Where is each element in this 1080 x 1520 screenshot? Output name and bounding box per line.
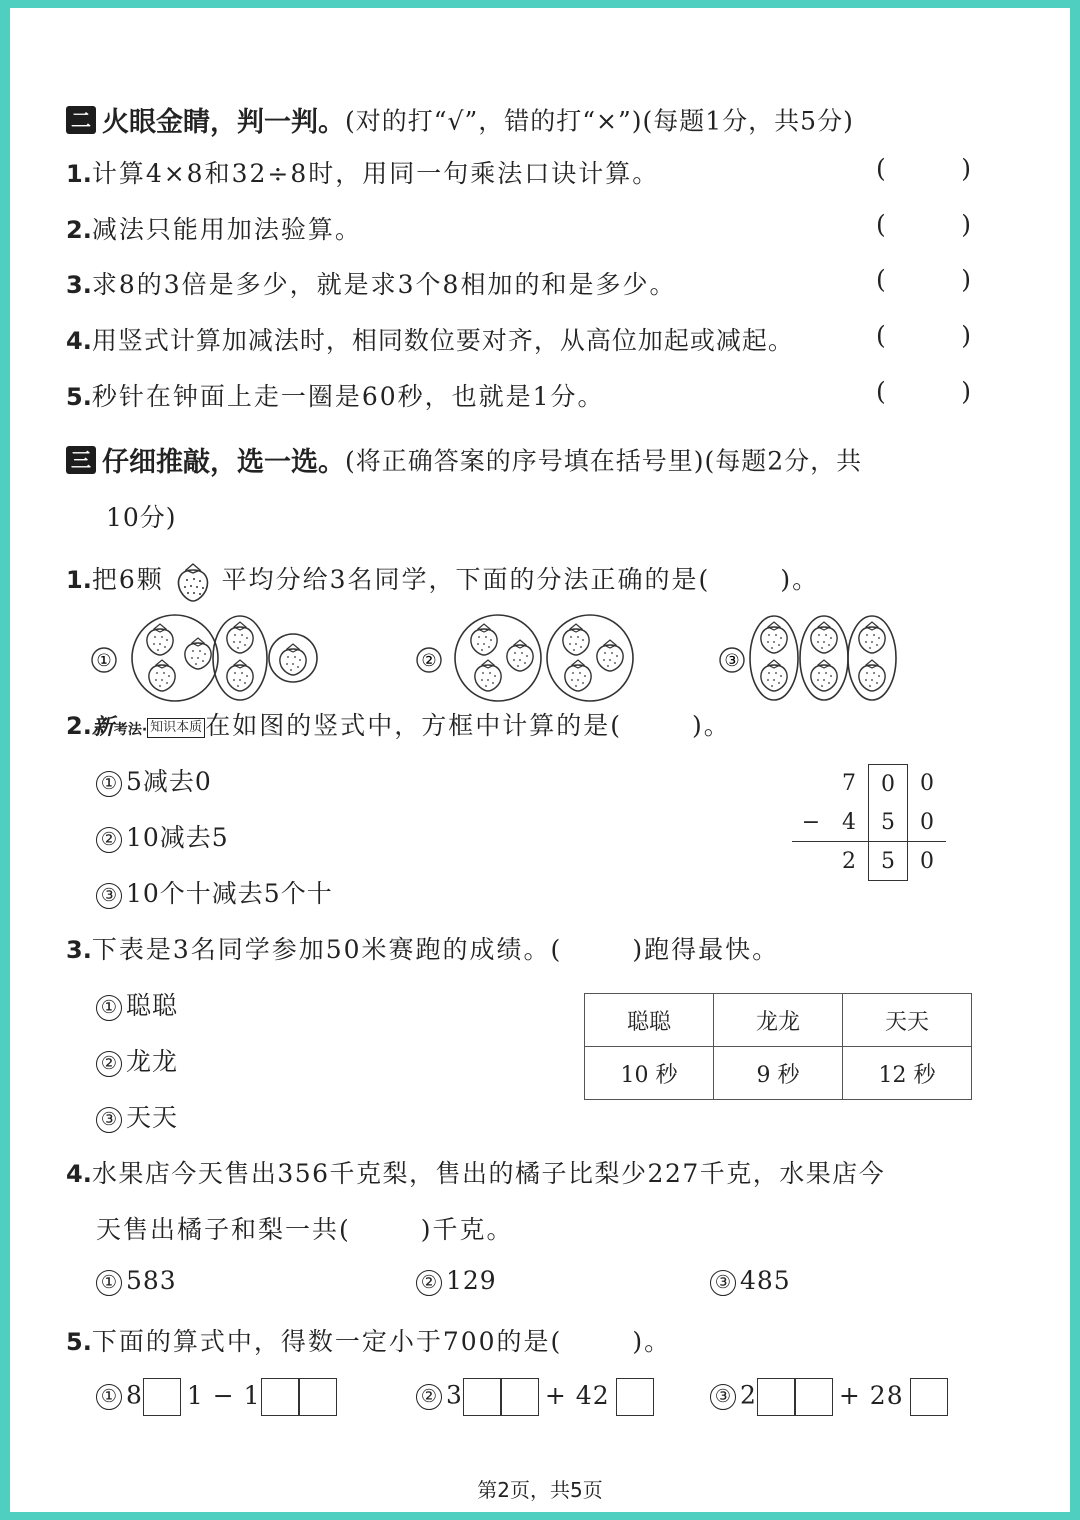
table-cell: 12 秒: [843, 1047, 972, 1100]
answer-paren-4[interactable]: ( ): [876, 321, 971, 350]
q2-option-3: ③ 10个十减去5个十: [96, 874, 333, 910]
q3-option-1: ① 聪聪: [96, 986, 178, 1022]
answer-paren-2[interactable]: ( ): [876, 210, 971, 239]
q3-option-2: ② 龙龙: [96, 1042, 178, 1078]
q5-option-1: ① 8 1 − 1: [96, 1378, 337, 1416]
section-2-badge: 二: [66, 106, 96, 134]
vertical-subtraction: 7 0 0 − 4 5 0 2 5 0: [792, 764, 946, 881]
option-3-figure: [720, 616, 896, 700]
section-3-badge: 三: [66, 446, 96, 474]
answer-paren-1[interactable]: ( ): [876, 154, 971, 183]
table-header: 龙龙: [714, 994, 843, 1047]
highlight-box-digit: 0: [869, 765, 908, 804]
knowledge-tag: 知识本质: [147, 718, 205, 738]
section-3-header: [66, 440, 862, 479]
section-3-desc-cont: 10分): [106, 503, 177, 532]
digit-box[interactable]: [299, 1378, 337, 1416]
table-cell: 9 秒: [714, 1047, 843, 1100]
option-1-figure: [92, 615, 317, 701]
table-header: 聪聪: [585, 994, 714, 1047]
choice-q4: 4.水果店今天售出356千克梨，售出的橘子比梨少227千克，水果店今: [66, 1159, 886, 1188]
option-2-label: ②: [421, 651, 437, 671]
section-2-header: [66, 100, 854, 139]
choice-q3: 3.下表是3名同学参加50米赛跑的成绩。( )跑得最快。: [66, 935, 780, 964]
answer-paren-3[interactable]: ( ): [876, 265, 971, 294]
option-2-figure: [417, 615, 633, 701]
strawberry-icon: [174, 562, 212, 602]
section-3-title: 仔细推敲，选一选。: [102, 447, 345, 478]
section-3-desc: (将正确答案的序号填在括号里)(每题2分，共: [345, 446, 863, 476]
q5-option-3: ③ 2 + 28: [710, 1378, 948, 1416]
new-method-tag: 新: [91, 715, 114, 740]
q2-option-2: ② 10减去5: [96, 818, 229, 854]
table-cell: 10 秒: [585, 1047, 714, 1100]
choice-q1: 1.把6颗 平均分给3名同学，下面的分法正确的是( )。: [66, 560, 819, 602]
strawberry-options-figure: [90, 604, 990, 704]
judge-item-2: 2.减法只能用加法验算。: [66, 215, 362, 244]
digit-box[interactable]: [501, 1378, 539, 1416]
page-footer: 第2页，共5页: [477, 1478, 603, 1502]
digit-box[interactable]: [795, 1378, 833, 1416]
judge-item-1: 1.计算4×8和32÷8时，用同一句乘法口诀计算。: [66, 159, 660, 188]
option-3-label: ③: [724, 651, 740, 671]
judge-item-4: 4.用竖式计算加减法时，相同数位要对齐，从高位加起或减起。: [66, 326, 794, 355]
q4-option-3: ③ 485: [710, 1266, 791, 1296]
judge-item-3: 3.求8的3倍是多少，就是求3个8相加的和是多少。: [66, 270, 677, 299]
q3-option-3: ③ 天天: [96, 1098, 178, 1134]
section-2-desc: (对的打“√”，错的打“×”)(每题1分，共5分): [345, 106, 854, 136]
race-results-table: [584, 993, 972, 1100]
choice-q5: 5.下面的算式中，得数一定小于700的是( )。: [66, 1327, 672, 1356]
minus-sign: −: [801, 809, 821, 835]
table-header: 天天: [843, 994, 972, 1047]
digit-box[interactable]: [463, 1378, 501, 1416]
q4-option-1: ① 583: [96, 1266, 177, 1296]
digit-box[interactable]: [757, 1378, 795, 1416]
digit-box[interactable]: [261, 1378, 299, 1416]
digit-box[interactable]: [910, 1378, 948, 1416]
digit-box[interactable]: [616, 1378, 654, 1416]
worksheet-page: [10, 8, 1070, 1512]
q2-option-1: ① 5减去0: [96, 762, 212, 798]
section-2-title: 火眼金睛，判一判。: [102, 107, 345, 138]
judge-item-5: 5.秒针在钟面上走一圈是60秒，也就是1分。: [66, 382, 605, 411]
q4-option-2: ② 129: [416, 1266, 497, 1296]
choice-q2: 2.新考法· 知识本质 在如图的竖式中，方框中计算的是( )。: [66, 711, 731, 740]
q5-option-2: ② 3 + 42: [416, 1378, 654, 1416]
digit-box[interactable]: [143, 1378, 181, 1416]
answer-paren-5[interactable]: ( ): [876, 377, 971, 406]
choice-q4-cont: 天售出橘子和梨一共( )千克。: [96, 1215, 514, 1244]
option-1-label: ①: [96, 651, 112, 671]
